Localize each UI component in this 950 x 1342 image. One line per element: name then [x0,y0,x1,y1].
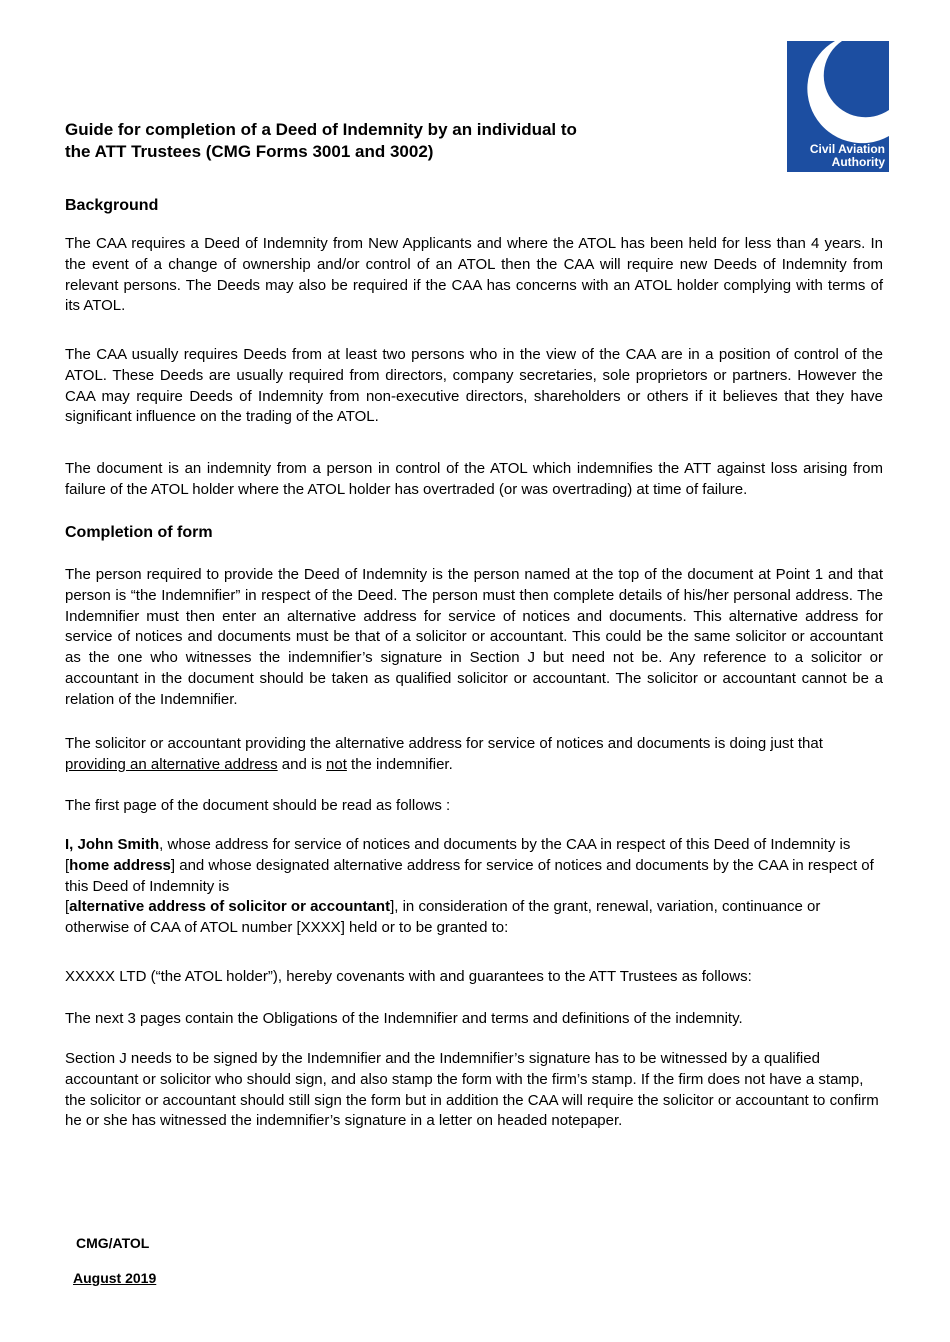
completion-paragraph-6: The next 3 pages contain the Obligations of the Indemnifier and terms and definitions of the indemnity. [65,1010,743,1027]
p4-text-2: ] and whose designated alternative address for service of notices and documents by the CAA in respect of this Deed of Indemnity is [65,856,874,895]
background-paragraph-3: The document is an indemnity from a person in control of the ATOL which indemnifies the ATT against loss arising from failure of the ATOL holder where the ATOL holder has overtraded (or was overtrading) at time of failure. [65,460,883,498]
completion-paragraph-7: Section J needs to be signed by the Indemnifier and the Indemnifier’s signature has to be witnessed by a qualified accountant or solicitor who should sign, and also stamp the form with the firm’s stamp. If the firm does not have a stamp, the solicitor or accountant should still sign the form but in addition the CAA will require the solicitor or accountant to confirm he or she has witnessed the indemnifier’s signature in a letter on headed notepaper. [65,1050,879,1130]
p4-text-4: ], in consideration of the grant, renewal, variation, continuance or otherwise of CAA of ATOL number [XXXX] held or to be granted to: [65,898,821,937]
title-line-2: the ATT Trustees (CMG Forms 3001 and 3002) [65,142,434,161]
completion-paragraph-1: The person required to provide the Deed of Indemnity is the person named at the top of the document at Point 1 and that person is “the Indemnifier” in respect of the Deed. The person must then complete details of his/her personal address. The Indemnifier must then enter an alternative address for service of notices and documents. This alternative address for service of notices and documents must be that of a solicitor or accountant. This could be the same solicitor or accountant as the one who witnesses the indemnifier’s signature in Section J but need not be. Any reference to a solicitor or accountant in the document should be taken as qualified solicitor or accountant. The solicitor or accountant cannot be a relation of the Indemnifier. [65,566,883,708]
footer-code: CMG/ATOL [76,1235,150,1251]
completion-heading: Completion of form [65,524,213,541]
completion-paragraph-5: XXXXX LTD (“the ATOL holder”), hereby covenants with and guarantees to the ATT Trustees as follows: [65,968,752,985]
page-title [65,119,745,163]
background-heading: Background [65,197,159,214]
p2-text-2: and is [277,755,327,773]
p4-text-1: , whose address for service of notices and documents by the CAA in respect of this Deed of Indemnity is [ [65,836,851,874]
p2-text-3: the indemnifier. [346,755,453,773]
logo-wordmark [787,143,885,169]
p4-bold-3: alternative address of solicitor or accountant [69,898,391,916]
p4-bold-1: I, John Smith [65,836,160,853]
p4-bold-2: home address [69,856,171,874]
footer-date: August 2019 [73,1270,157,1286]
background-paragraph-2: The CAA usually requires Deeds from at least two persons who in the view of the CAA are in a position of control of the ATOL. These Deeds are usually required from directors, company secretaries, sole proprietors or partners. However the CAA may require Deeds of Indemnity from non-executive directors, shareholders or others if it believes that they have significant influence on the trading of the ATOL. [65,346,883,426]
p2-underline-2: not [326,755,347,773]
completion-paragraph-4 [65,835,883,939]
caa-logo [787,41,889,172]
logo-line-1: Civil Aviation [809,142,885,156]
p4-text-3: [ [65,898,70,916]
p2-text-1: The solicitor or accountant providing the alternative address for service of notices and documents is doing just that [65,735,823,752]
completion-paragraph-3: The first page of the document should be read as follows : [65,797,451,814]
background-paragraph-1: The CAA requires a Deed of Indemnity from New Applicants and where the ATOL has been held for less than 4 years. In the event of a change of ownership and/or control of an ATOL then the CAA will require new Deeds of Indemnity from relevant persons. The Deeds may also be required if the CAA has concerns with an ATOL holder complying with terms of its ATOL. [65,235,883,315]
completion-paragraph-2 [65,734,883,776]
title-line-1: Guide for completion of a Deed of Indemnity by an individual to [65,120,577,139]
p2-underline-1: providing an alternative address [65,755,278,773]
logo-line-2: Authority [831,155,885,169]
